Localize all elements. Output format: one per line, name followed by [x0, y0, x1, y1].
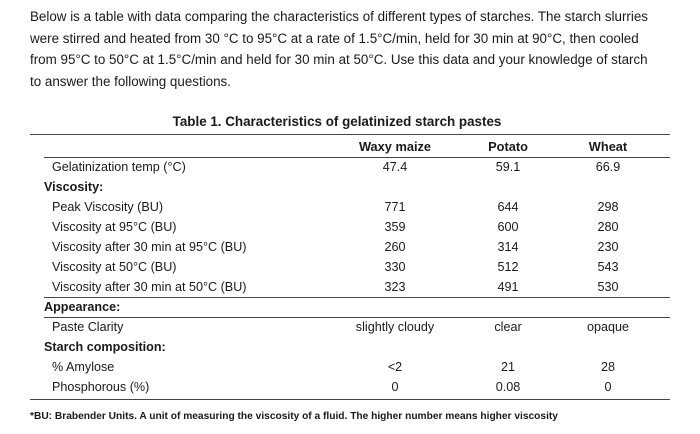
cell-wheat: opaque [586, 320, 630, 334]
section-heading-viscosity [0, 177, 700, 197]
table-row-gelatinization [0, 157, 700, 177]
table-bottom-rule [30, 399, 670, 400]
cell-waxy-maize: <2 [387, 360, 403, 374]
table-row [0, 277, 700, 297]
cell-potato: 59.1 [495, 160, 521, 174]
cell-potato: 21 [500, 360, 515, 374]
cell-wheat: 66.9 [595, 160, 621, 174]
intro-line: Below is a table with data comparing the characteristics of different types of starches. The starch slurries [30, 9, 648, 24]
cell-potato: 644 [497, 200, 519, 214]
cell-potato: 600 [497, 220, 519, 234]
row-label: % Amylose [52, 360, 115, 374]
intro-line: were stirred and heated from 30 °C to 95°C at a rate of 1.5°C/min, held for 30 min at 90°C, then cooled [30, 30, 639, 46]
table-top-rule [30, 134, 670, 135]
row-label: Paste Clarity [52, 320, 124, 334]
cell-potato: 314 [497, 240, 519, 254]
row-label: Viscosity after 30 min at 95°C (BU) [52, 240, 247, 254]
footnote: *BU: Brabender Units. A unit of measuring the viscosity of a fluid. The higher number means higher viscosity [30, 411, 558, 422]
row-label: Viscosity after 30 min at 50°C (BU) [52, 280, 247, 294]
cell-wheat: 0 [604, 380, 612, 394]
cell-wheat: 543 [597, 260, 619, 274]
cell-wheat: 298 [597, 200, 619, 214]
table-title: Table 1. Characteristics of gelatinized starch pastes [172, 114, 502, 129]
intro-line: to answer the following questions. [30, 73, 231, 89]
cell-waxy-maize: 0 [391, 380, 399, 394]
table-row [0, 237, 700, 257]
column-header-wheat: Wheat [588, 139, 628, 154]
table-row [0, 357, 700, 377]
cell-waxy-maize: slightly cloudy [355, 320, 435, 334]
cell-potato: clear [494, 320, 522, 334]
table-row-paste-clarity [0, 317, 700, 337]
table-row [0, 377, 700, 397]
cell-potato: 512 [497, 260, 519, 274]
section-heading-composition [0, 337, 700, 357]
intro-line: from 95°C to 50°C at 1.5°C/min and held for 30 min at 50°C. Use this data and your knowledge of starch [30, 52, 648, 67]
cell-waxy-maize: 323 [384, 280, 406, 294]
cell-potato: 0.08 [495, 380, 521, 394]
cell-wheat: 530 [597, 280, 619, 294]
table-row [0, 197, 700, 217]
section-heading: Appearance: [44, 300, 121, 314]
section-heading: Starch composition: [44, 340, 166, 354]
cell-waxy-maize: 771 [384, 200, 406, 214]
cell-waxy-maize: 47.4 [382, 160, 408, 174]
section-heading-appearance [0, 297, 700, 317]
table-header-row [0, 137, 700, 157]
row-label: Peak Viscosity (BU) [52, 200, 164, 214]
table-title-container [0, 114, 700, 129]
table-row [0, 217, 700, 237]
cell-waxy-maize: 359 [384, 220, 406, 234]
column-header-waxy-maize: Waxy maize [358, 139, 432, 154]
column-header-potato: Potato [488, 139, 528, 154]
row-label: Viscosity at 95°C (BU) [52, 220, 177, 234]
row-label: Viscosity at 50°C (BU) [52, 260, 177, 274]
cell-potato: 491 [497, 280, 519, 294]
cell-wheat: 230 [597, 240, 619, 254]
section-heading: Viscosity: [44, 180, 104, 194]
cell-wheat: 28 [600, 360, 615, 374]
intro-paragraph [30, 6, 670, 92]
cell-waxy-maize: 260 [384, 240, 406, 254]
table-row [0, 257, 700, 277]
cell-wheat: 280 [597, 220, 619, 234]
row-label: Gelatinization temp (°C) [52, 160, 186, 174]
row-label: Phosphorous (%) [52, 380, 150, 394]
cell-waxy-maize: 330 [384, 260, 406, 274]
